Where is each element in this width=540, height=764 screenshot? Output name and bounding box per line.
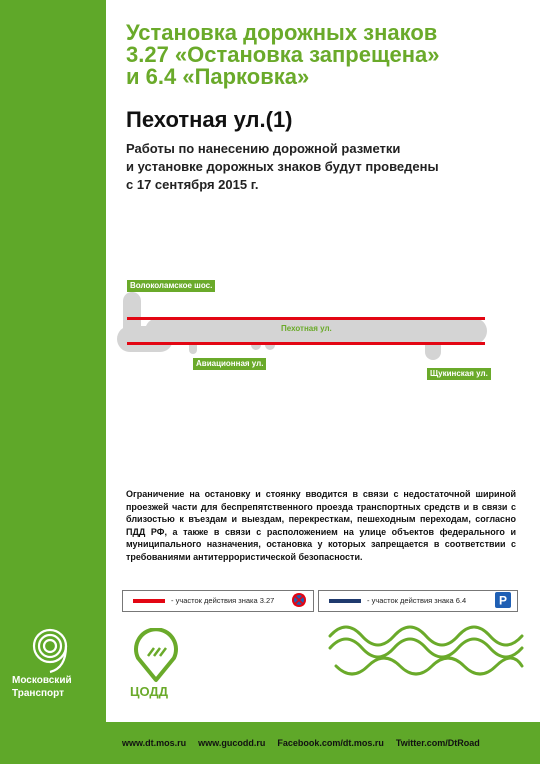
title-line-3: и 6.4 «Парковка» [126,64,310,89]
shchukinskaya-road [425,338,441,360]
label-shchukinskaya: Щукинская ул. [427,368,491,380]
link-facebook[interactable]: Facebook.com/dt.mos.ru [277,738,384,748]
moscow-transport-name [12,674,72,700]
legend-parking [318,590,518,612]
decorative-waves-icon [326,622,526,682]
aviatsionnaya-road [189,338,197,354]
legend-parking-text: - участок действия знака 6.4 [367,596,467,605]
title-line-1: Установка дорожных знаков [126,20,438,45]
street-map [115,270,515,390]
red-line-swatch [133,599,165,603]
codd-label: ЦОДД [130,684,168,699]
no-stopping-zone-bottom [127,342,485,345]
work-note-line-1: Работы по нанесению дорожной разметки [126,141,401,156]
work-note-line-3: с 17 сентября 2015 г. [126,177,259,192]
codd-logo-icon [128,628,184,684]
label-pekhotnaya: Пехотная ул. [281,324,332,333]
brand-line-2: Транспорт [12,688,65,699]
label-volokolamskoe: Волоколамское шос. [127,280,215,292]
no-stopping-zone-top [127,317,485,320]
title-line-2: 3.27 «Остановка запрещена» [126,42,440,67]
moscow-transport-logo-icon [10,624,96,674]
label-aviatsionnaya: Авиационная ул. [193,358,266,370]
work-note-line-2: и установке дорожных знаков будут проведены [126,159,439,174]
legend-no-stopping-text: - участок действия знака 3.27 [171,596,275,605]
street-title: Пехотная ул.(1) [126,107,293,132]
brand-line-1: Московский [12,675,72,686]
legend-no-stopping [122,590,314,612]
page-title [126,22,526,88]
link-gucodd[interactable]: www.gucodd.ru [198,738,266,748]
blue-line-swatch [329,599,361,603]
work-schedule-note [126,140,526,194]
footer-links [122,738,480,748]
parking-sign-icon [495,592,511,608]
restriction-explanation: Ограничение на остановку и стоянку вводится в связи с недостаточной шириной проезжей части для беспрепятственного проезда транспортных средств и в связи с близостью к въездам и выездам, перекресткам, пешеходным переходам, согласно ПДД РФ, а также в связи с расположением на улице объектов федерального и муниципального назначения, остановка у которых запрещается в соответствии с требованиями антитеррористической безопасности. [126,489,516,562]
link-dt-mos[interactable]: www.dt.mos.ru [122,738,187,748]
no-stopping-sign-icon [291,592,307,608]
parking-sign-letter: P [498,593,508,608]
link-twitter[interactable]: Twitter.com/DtRoad [395,738,480,748]
